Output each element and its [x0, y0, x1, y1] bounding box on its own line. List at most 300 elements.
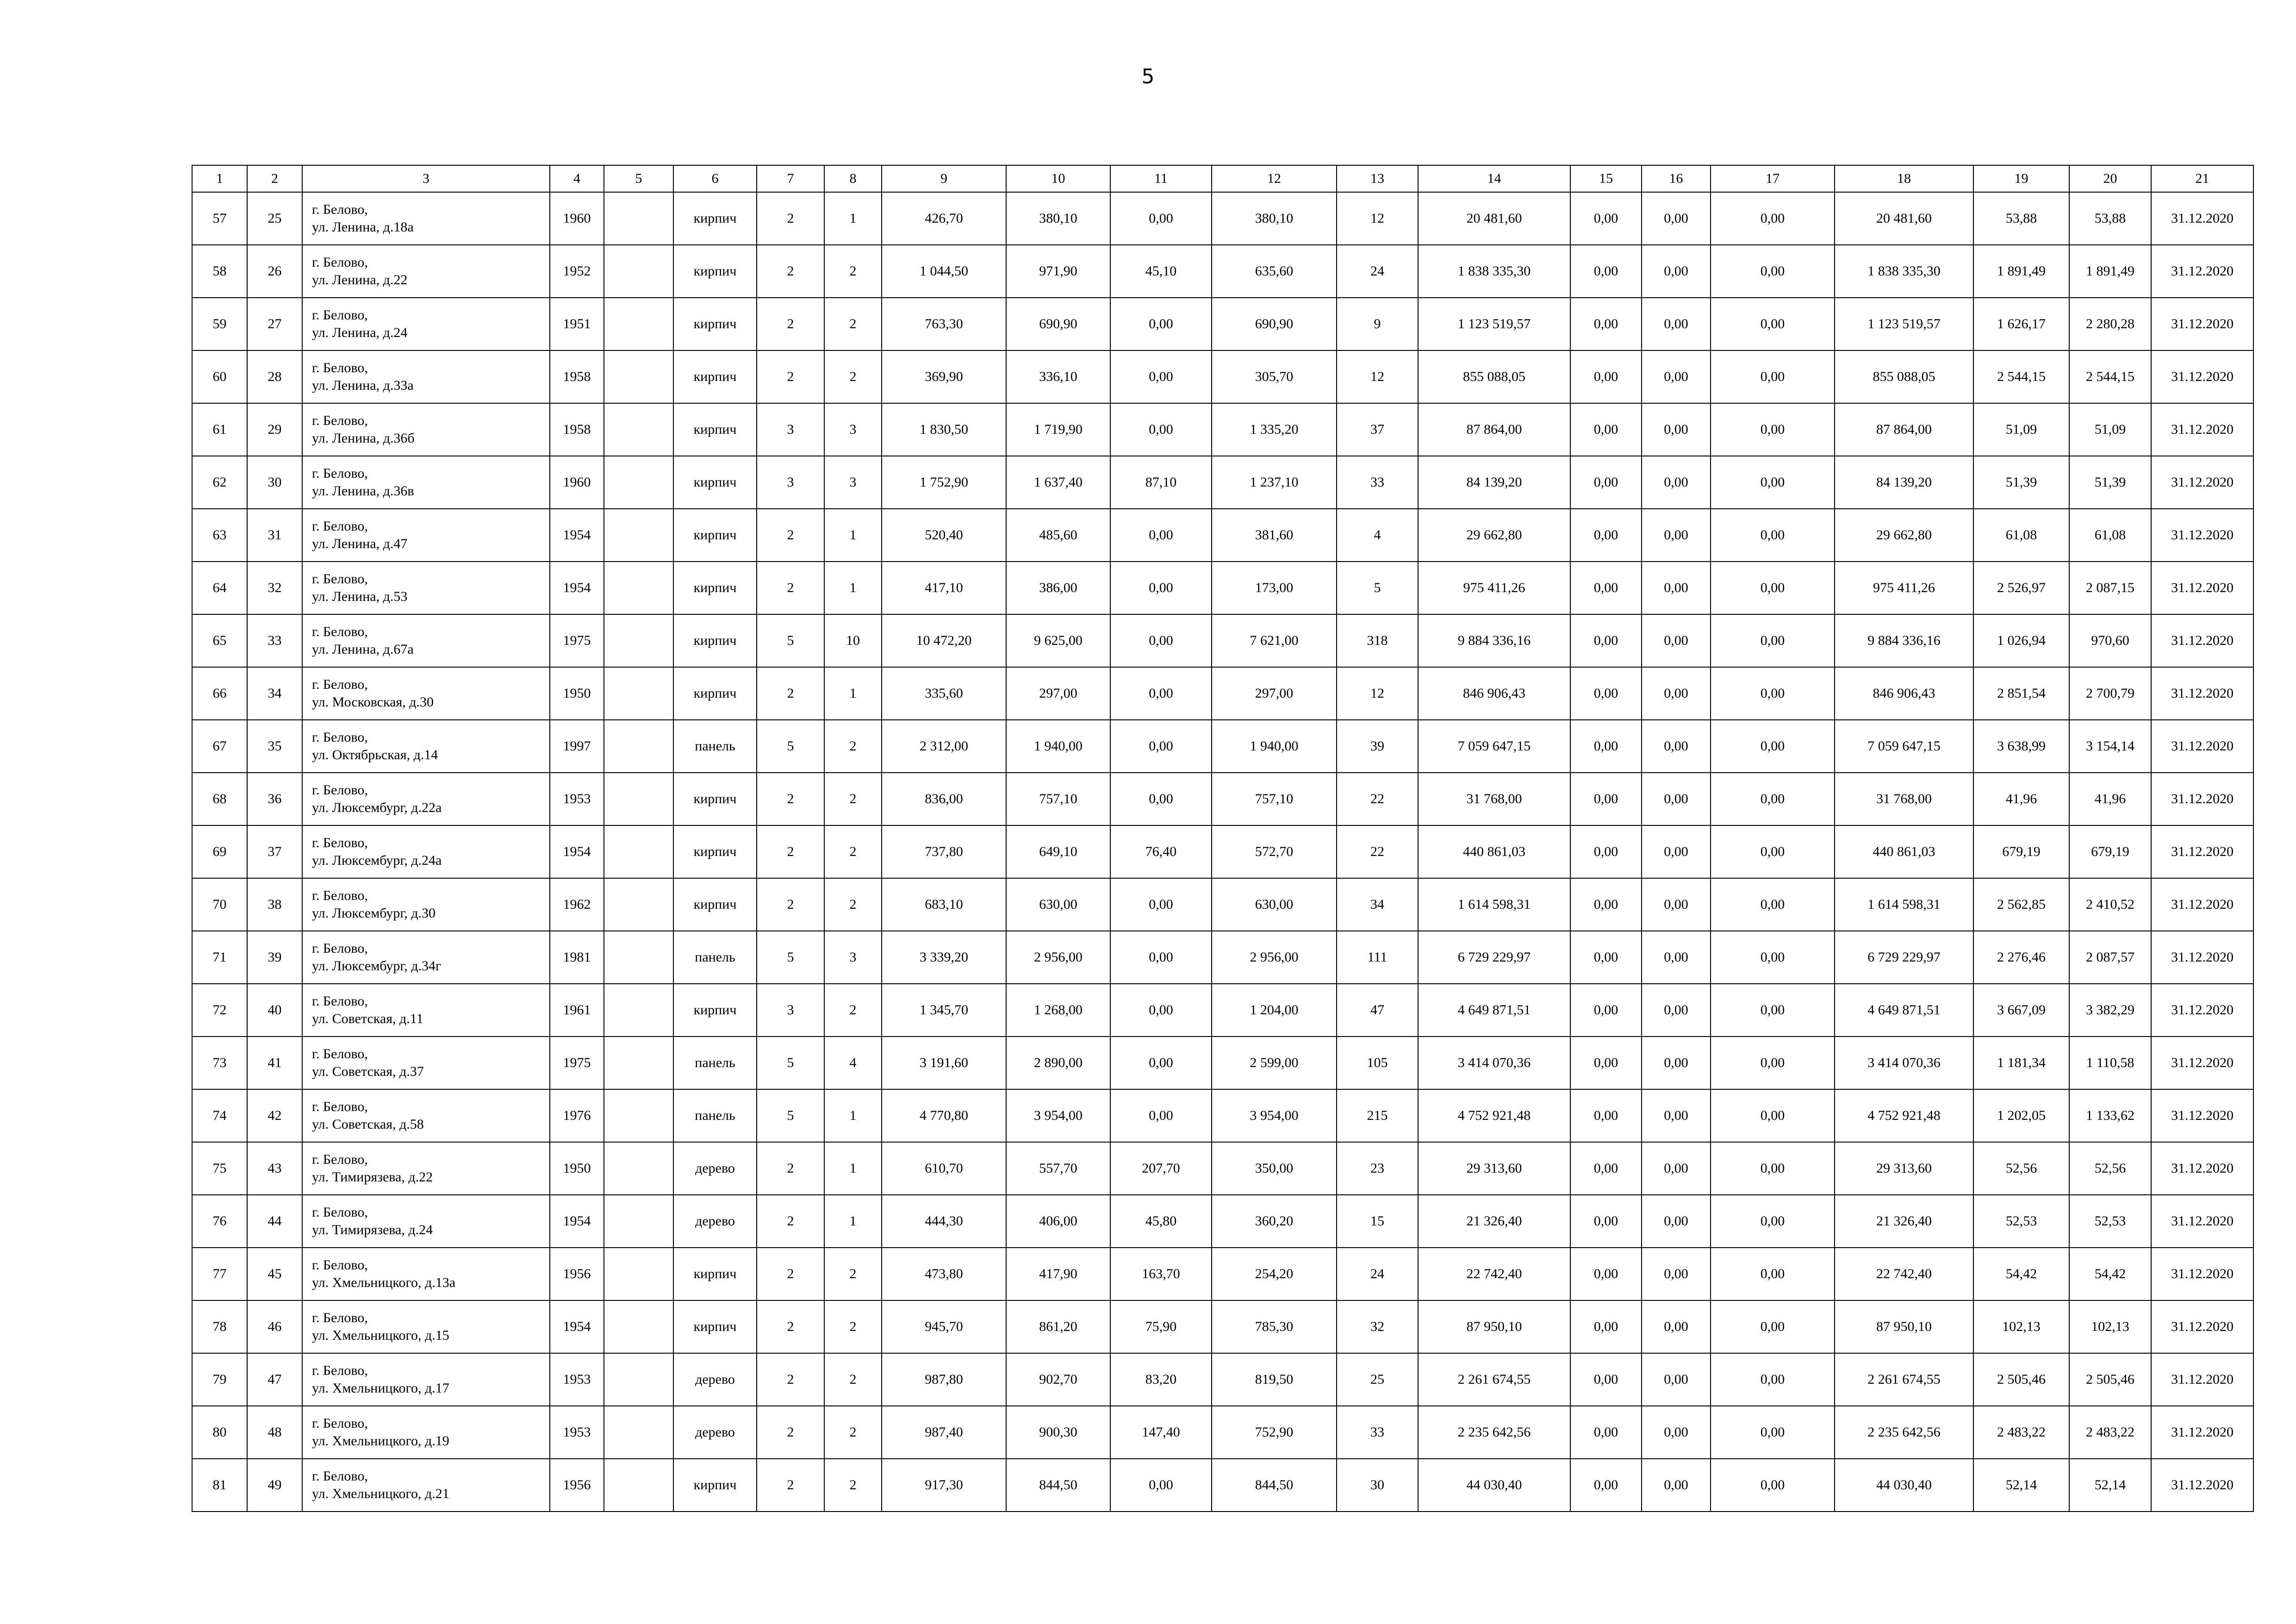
year-cell: 1954 [550, 562, 604, 614]
col14-cell: 855 088,05 [1418, 350, 1570, 403]
address-cell [302, 1089, 550, 1142]
col20-cell: 2 505,46 [2069, 1353, 2151, 1406]
year-cell: 1956 [550, 1459, 604, 1512]
floors-cell: 5 [757, 1037, 824, 1089]
col13-cell: 23 [1337, 1142, 1418, 1195]
address-city: г. Белово, [312, 1363, 368, 1378]
col12-cell: 1 940,00 [1212, 720, 1337, 773]
col17-cell: 0,00 [1711, 1195, 1835, 1248]
col13-cell: 34 [1337, 878, 1418, 931]
address-cell [302, 403, 550, 456]
sub-number-cell: 35 [247, 720, 302, 773]
col11-cell: 0,00 [1110, 878, 1212, 931]
col16-cell: 0,00 [1642, 1037, 1711, 1089]
address-city: г. Белово, [312, 1099, 368, 1114]
col18-cell: 7 059 647,15 [1835, 720, 1973, 773]
address-street: ул. Ленина, д.22 [312, 272, 408, 287]
col10-cell: 417,90 [1006, 1248, 1110, 1300]
col17-cell: 0,00 [1711, 931, 1835, 984]
table-row [192, 1459, 2253, 1512]
date-cell: 31.12.2020 [2151, 245, 2253, 298]
year-cell: 1954 [550, 1195, 604, 1248]
col12-cell: 785,30 [1212, 1300, 1337, 1353]
col12-cell: 630,00 [1212, 878, 1337, 931]
col12-cell: 572,70 [1212, 825, 1337, 878]
row-number-cell: 57 [192, 192, 247, 245]
address-city: г. Белово, [312, 888, 368, 903]
year-cell: 1950 [550, 667, 604, 720]
col19-cell: 54,42 [1973, 1248, 2069, 1300]
col5-cell [604, 1459, 673, 1512]
col11-cell: 0,00 [1110, 298, 1212, 350]
col15-cell: 0,00 [1570, 878, 1642, 931]
col15-cell: 0,00 [1570, 192, 1642, 245]
col11-cell: 0,00 [1110, 720, 1212, 773]
row-number-cell: 64 [192, 562, 247, 614]
address-cell [302, 773, 550, 825]
address-cell [302, 1353, 550, 1406]
entrances-cell: 3 [824, 931, 882, 984]
col20-cell: 1 133,62 [2069, 1089, 2151, 1142]
address-street: ул. Хмельницкого, д.19 [312, 1433, 449, 1449]
address-street: ул. Люксембург, д.24а [312, 853, 442, 868]
row-number-cell: 68 [192, 773, 247, 825]
col13-cell: 24 [1337, 1248, 1418, 1300]
year-cell: 1958 [550, 403, 604, 456]
column-number-header: 1 [192, 165, 247, 192]
col20-cell: 52,56 [2069, 1142, 2151, 1195]
date-cell: 31.12.2020 [2151, 192, 2253, 245]
column-number-header: 19 [1973, 165, 2069, 192]
col17-cell: 0,00 [1711, 350, 1835, 403]
material-cell: кирпич [673, 192, 757, 245]
col13-cell: 30 [1337, 1459, 1418, 1512]
address-city: г. Белово, [312, 1416, 368, 1431]
address-street: ул. Люксембург, д.22а [312, 800, 442, 815]
address-city: г. Белово, [312, 1257, 368, 1273]
floors-cell: 5 [757, 931, 824, 984]
address-street: ул. Ленина, д.67а [312, 642, 414, 657]
entrances-cell: 1 [824, 1195, 882, 1248]
col5-cell [604, 456, 673, 509]
col11-cell: 0,00 [1110, 562, 1212, 614]
col16-cell: 0,00 [1642, 931, 1711, 984]
col10-cell: 900,30 [1006, 1406, 1110, 1459]
col12-cell: 350,00 [1212, 1142, 1337, 1195]
col9-cell: 610,70 [882, 1142, 1006, 1195]
table-row [192, 245, 2253, 298]
col20-cell: 2 700,79 [2069, 667, 2151, 720]
col9-cell: 426,70 [882, 192, 1006, 245]
col17-cell: 0,00 [1711, 192, 1835, 245]
col12-cell: 819,50 [1212, 1353, 1337, 1406]
table-row [192, 1195, 2253, 1248]
col15-cell: 0,00 [1570, 825, 1642, 878]
entrances-cell: 1 [824, 667, 882, 720]
col9-cell: 417,10 [882, 562, 1006, 614]
col14-cell: 4 752 921,48 [1418, 1089, 1570, 1142]
col9-cell: 2 312,00 [882, 720, 1006, 773]
table-row [192, 350, 2253, 403]
column-number-header: 2 [247, 165, 302, 192]
address-street: ул. Хмельницкого, д.15 [312, 1328, 449, 1343]
col5-cell [604, 562, 673, 614]
table-row [192, 1353, 2253, 1406]
col9-cell: 1 752,90 [882, 456, 1006, 509]
floors-cell: 2 [757, 562, 824, 614]
column-number-header: 12 [1212, 165, 1337, 192]
col14-cell: 9 884 336,16 [1418, 614, 1570, 667]
sub-number-cell: 49 [247, 1459, 302, 1512]
col9-cell: 683,10 [882, 878, 1006, 931]
col13-cell: 33 [1337, 456, 1418, 509]
col5-cell [604, 403, 673, 456]
sub-number-cell: 25 [247, 192, 302, 245]
entrances-cell: 3 [824, 456, 882, 509]
col17-cell: 0,00 [1711, 1248, 1835, 1300]
table-row [192, 614, 2253, 667]
col13-cell: 9 [1337, 298, 1418, 350]
col16-cell: 0,00 [1642, 192, 1711, 245]
year-cell: 1954 [550, 509, 604, 562]
date-cell: 31.12.2020 [2151, 614, 2253, 667]
col15-cell: 0,00 [1570, 350, 1642, 403]
floors-cell: 2 [757, 1459, 824, 1512]
col5-cell [604, 773, 673, 825]
address-city: г. Белово, [312, 624, 368, 639]
col10-cell: 297,00 [1006, 667, 1110, 720]
table-row [192, 562, 2253, 614]
row-number-cell: 60 [192, 350, 247, 403]
col18-cell: 846 906,43 [1835, 667, 1973, 720]
col11-cell: 207,70 [1110, 1142, 1212, 1195]
col18-cell: 21 326,40 [1835, 1195, 1973, 1248]
col19-cell: 1 202,05 [1973, 1089, 2069, 1142]
col17-cell: 0,00 [1711, 984, 1835, 1037]
column-number-header: 18 [1835, 165, 1973, 192]
col10-cell: 861,20 [1006, 1300, 1110, 1353]
sub-number-cell: 32 [247, 562, 302, 614]
col17-cell: 0,00 [1711, 1300, 1835, 1353]
address-street: ул. Тимирязева, д.24 [312, 1222, 433, 1237]
col12-cell: 757,10 [1212, 773, 1337, 825]
table-row [192, 192, 2253, 245]
col18-cell: 44 030,40 [1835, 1459, 1973, 1512]
col14-cell: 440 861,03 [1418, 825, 1570, 878]
year-cell: 1960 [550, 192, 604, 245]
col17-cell: 0,00 [1711, 1406, 1835, 1459]
col11-cell: 76,40 [1110, 825, 1212, 878]
col16-cell: 0,00 [1642, 562, 1711, 614]
date-cell: 31.12.2020 [2151, 773, 2253, 825]
material-cell: кирпич [673, 825, 757, 878]
col15-cell: 0,00 [1570, 1406, 1642, 1459]
column-number-header: 20 [2069, 165, 2151, 192]
col12-cell: 381,60 [1212, 509, 1337, 562]
col19-cell: 679,19 [1973, 825, 2069, 878]
row-number-cell: 59 [192, 298, 247, 350]
table-row [192, 878, 2253, 931]
col9-cell: 473,80 [882, 1248, 1006, 1300]
address-city: г. Белово, [312, 730, 368, 745]
floors-cell: 2 [757, 509, 824, 562]
col19-cell: 3 667,09 [1973, 984, 2069, 1037]
sub-number-cell: 41 [247, 1037, 302, 1089]
address-cell [302, 1459, 550, 1512]
address-city: г. Белово, [312, 307, 368, 323]
col14-cell: 87 950,10 [1418, 1300, 1570, 1353]
col20-cell: 3 154,14 [2069, 720, 2151, 773]
col20-cell: 2 410,52 [2069, 878, 2151, 931]
col9-cell: 10 472,20 [882, 614, 1006, 667]
col20-cell: 51,39 [2069, 456, 2151, 509]
entrances-cell: 1 [824, 1089, 882, 1142]
col11-cell: 0,00 [1110, 931, 1212, 984]
col17-cell: 0,00 [1711, 245, 1835, 298]
entrances-cell: 2 [824, 1459, 882, 1512]
year-cell: 1961 [550, 984, 604, 1037]
col19-cell: 2 505,46 [1973, 1353, 2069, 1406]
date-cell: 31.12.2020 [2151, 1406, 2253, 1459]
col13-cell: 25 [1337, 1353, 1418, 1406]
date-cell: 31.12.2020 [2151, 562, 2253, 614]
col11-cell: 0,00 [1110, 1089, 1212, 1142]
col16-cell: 0,00 [1642, 298, 1711, 350]
col13-cell: 12 [1337, 667, 1418, 720]
col12-cell: 7 621,00 [1212, 614, 1337, 667]
col10-cell: 971,90 [1006, 245, 1110, 298]
col15-cell: 0,00 [1570, 984, 1642, 1037]
col14-cell: 2 261 674,55 [1418, 1353, 1570, 1406]
col20-cell: 3 382,29 [2069, 984, 2151, 1037]
col15-cell: 0,00 [1570, 773, 1642, 825]
col12-cell: 1 204,00 [1212, 984, 1337, 1037]
col11-cell: 0,00 [1110, 614, 1212, 667]
col20-cell: 1 110,58 [2069, 1037, 2151, 1089]
col16-cell: 0,00 [1642, 984, 1711, 1037]
sub-number-cell: 45 [247, 1248, 302, 1300]
col12-cell: 2 599,00 [1212, 1037, 1337, 1089]
col12-cell: 173,00 [1212, 562, 1337, 614]
row-number-cell: 65 [192, 614, 247, 667]
col17-cell: 0,00 [1711, 667, 1835, 720]
entrances-cell: 1 [824, 562, 882, 614]
row-number-cell: 81 [192, 1459, 247, 1512]
col11-cell: 0,00 [1110, 667, 1212, 720]
material-cell: кирпич [673, 773, 757, 825]
col20-cell: 61,08 [2069, 509, 2151, 562]
floors-cell: 5 [757, 1089, 824, 1142]
col15-cell: 0,00 [1570, 667, 1642, 720]
col16-cell: 0,00 [1642, 1459, 1711, 1512]
col14-cell: 975 411,26 [1418, 562, 1570, 614]
date-cell: 31.12.2020 [2151, 667, 2253, 720]
column-number-header: 21 [2151, 165, 2253, 192]
col17-cell: 0,00 [1711, 773, 1835, 825]
col20-cell: 52,14 [2069, 1459, 2151, 1512]
col20-cell: 1 891,49 [2069, 245, 2151, 298]
col9-cell: 987,80 [882, 1353, 1006, 1406]
col11-cell: 87,10 [1110, 456, 1212, 509]
year-cell: 1997 [550, 720, 604, 773]
col9-cell: 1 345,70 [882, 984, 1006, 1037]
col13-cell: 215 [1337, 1089, 1418, 1142]
entrances-cell: 1 [824, 509, 882, 562]
col19-cell: 52,56 [1973, 1142, 2069, 1195]
col17-cell: 0,00 [1711, 509, 1835, 562]
year-cell: 1962 [550, 878, 604, 931]
row-number-cell: 66 [192, 667, 247, 720]
date-cell: 31.12.2020 [2151, 720, 2253, 773]
year-cell: 1952 [550, 245, 604, 298]
column-number-header: 13 [1337, 165, 1418, 192]
col11-cell: 0,00 [1110, 403, 1212, 456]
col5-cell [604, 1195, 673, 1248]
col11-cell: 0,00 [1110, 350, 1212, 403]
address-city: г. Белово, [312, 1205, 368, 1220]
floors-cell: 3 [757, 456, 824, 509]
col10-cell: 336,10 [1006, 350, 1110, 403]
col11-cell: 0,00 [1110, 509, 1212, 562]
col20-cell: 54,42 [2069, 1248, 2151, 1300]
col5-cell [604, 825, 673, 878]
col5-cell [604, 192, 673, 245]
sub-number-cell: 26 [247, 245, 302, 298]
date-cell: 31.12.2020 [2151, 1037, 2253, 1089]
col20-cell: 679,19 [2069, 825, 2151, 878]
table-row [192, 1300, 2253, 1353]
col18-cell: 855 088,05 [1835, 350, 1973, 403]
col9-cell: 917,30 [882, 1459, 1006, 1512]
table-row [192, 773, 2253, 825]
address-street: ул. Хмельницкого, д.21 [312, 1486, 449, 1501]
col15-cell: 0,00 [1570, 403, 1642, 456]
address-cell [302, 614, 550, 667]
material-cell: кирпич [673, 403, 757, 456]
col5-cell [604, 984, 673, 1037]
col13-cell: 22 [1337, 825, 1418, 878]
address-city: г. Белово, [312, 782, 368, 798]
col16-cell: 0,00 [1642, 720, 1711, 773]
column-number-header: 5 [604, 165, 673, 192]
col14-cell: 20 481,60 [1418, 192, 1570, 245]
col18-cell: 29 662,80 [1835, 509, 1973, 562]
address-cell [302, 1300, 550, 1353]
entrances-cell: 2 [824, 245, 882, 298]
col9-cell: 369,90 [882, 350, 1006, 403]
col15-cell: 0,00 [1570, 614, 1642, 667]
column-number-header: 3 [302, 165, 550, 192]
date-cell: 31.12.2020 [2151, 984, 2253, 1037]
col11-cell: 163,70 [1110, 1248, 1212, 1300]
address-city: г. Белово, [312, 1152, 368, 1167]
col5-cell [604, 245, 673, 298]
date-cell: 31.12.2020 [2151, 1089, 2253, 1142]
address-cell [302, 931, 550, 984]
address-street: ул. Ленина, д.33а [312, 378, 414, 393]
column-number-header: 15 [1570, 165, 1642, 192]
col10-cell: 630,00 [1006, 878, 1110, 931]
sub-number-cell: 33 [247, 614, 302, 667]
col5-cell [604, 931, 673, 984]
col10-cell: 757,10 [1006, 773, 1110, 825]
address-street: ул. Хмельницкого, д.17 [312, 1380, 449, 1396]
col13-cell: 37 [1337, 403, 1418, 456]
address-cell [302, 1248, 550, 1300]
col17-cell: 0,00 [1711, 825, 1835, 878]
col11-cell: 0,00 [1110, 773, 1212, 825]
entrances-cell: 2 [824, 298, 882, 350]
date-cell: 31.12.2020 [2151, 1248, 2253, 1300]
material-cell: дерево [673, 1353, 757, 1406]
col15-cell: 0,00 [1570, 298, 1642, 350]
sub-number-cell: 27 [247, 298, 302, 350]
col17-cell: 0,00 [1711, 456, 1835, 509]
column-number-header: 17 [1711, 165, 1835, 192]
col19-cell: 51,09 [1973, 403, 2069, 456]
entrances-cell: 1 [824, 192, 882, 245]
col12-cell: 380,10 [1212, 192, 1337, 245]
entrances-cell: 10 [824, 614, 882, 667]
entrances-cell: 2 [824, 984, 882, 1037]
row-number-cell: 67 [192, 720, 247, 773]
sub-number-cell: 31 [247, 509, 302, 562]
col13-cell: 4 [1337, 509, 1418, 562]
col14-cell: 846 906,43 [1418, 667, 1570, 720]
col19-cell: 1 026,94 [1973, 614, 2069, 667]
column-number-header: 16 [1642, 165, 1711, 192]
table-row [192, 667, 2253, 720]
col13-cell: 22 [1337, 773, 1418, 825]
col16-cell: 0,00 [1642, 403, 1711, 456]
housing-registry-table [192, 165, 2254, 1512]
col18-cell: 975 411,26 [1835, 562, 1973, 614]
address-cell [302, 1142, 550, 1195]
col14-cell: 29 313,60 [1418, 1142, 1570, 1195]
sub-number-cell: 38 [247, 878, 302, 931]
entrances-cell: 2 [824, 825, 882, 878]
col14-cell: 84 139,20 [1418, 456, 1570, 509]
column-number-header: 9 [882, 165, 1006, 192]
table-row [192, 1406, 2253, 1459]
col15-cell: 0,00 [1570, 720, 1642, 773]
col12-cell: 752,90 [1212, 1406, 1337, 1459]
col16-cell: 0,00 [1642, 1142, 1711, 1195]
col16-cell: 0,00 [1642, 1089, 1711, 1142]
col9-cell: 737,80 [882, 825, 1006, 878]
row-number-cell: 76 [192, 1195, 247, 1248]
col18-cell: 87 950,10 [1835, 1300, 1973, 1353]
col5-cell [604, 1248, 673, 1300]
col19-cell: 102,13 [1973, 1300, 2069, 1353]
col14-cell: 29 662,80 [1418, 509, 1570, 562]
year-cell: 1975 [550, 614, 604, 667]
col15-cell: 0,00 [1570, 931, 1642, 984]
col14-cell: 1 614 598,31 [1418, 878, 1570, 931]
sub-number-cell: 48 [247, 1406, 302, 1459]
col12-cell: 3 954,00 [1212, 1089, 1337, 1142]
table-row [192, 456, 2253, 509]
col13-cell: 318 [1337, 614, 1418, 667]
col14-cell: 22 742,40 [1418, 1248, 1570, 1300]
material-cell: кирпич [673, 245, 757, 298]
entrances-cell: 2 [824, 878, 882, 931]
col14-cell: 6 729 229,97 [1418, 931, 1570, 984]
row-number-cell: 73 [192, 1037, 247, 1089]
col17-cell: 0,00 [1711, 720, 1835, 773]
floors-cell: 2 [757, 1353, 824, 1406]
year-cell: 1956 [550, 1248, 604, 1300]
